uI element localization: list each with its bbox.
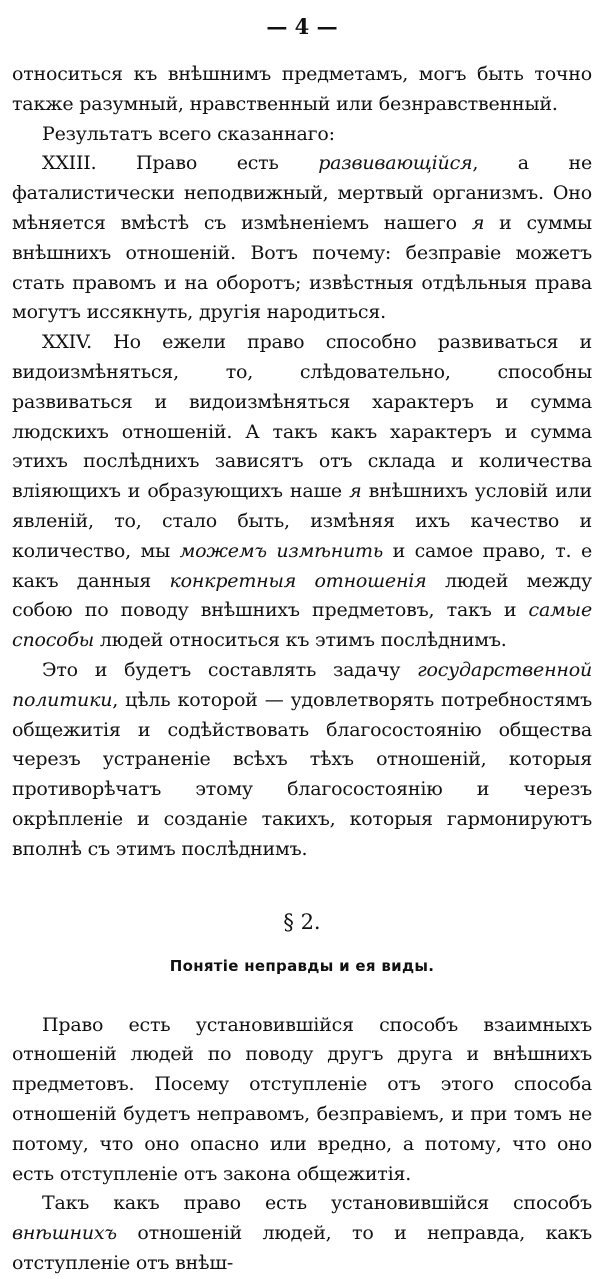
italic-run: государственной политики: [12, 658, 592, 711]
italic-run: развивающійся: [318, 152, 473, 175]
paragraph-4: [12, 328, 592, 656]
text-run: людей относиться къ этимъ послѣднимъ.: [94, 629, 507, 652]
paragraph-1: [12, 60, 592, 120]
italic-run: самые способы: [12, 599, 592, 652]
paragraph-2: [12, 120, 592, 150]
text-run: и суммы внѣшнихъ отношеній. Вотъ почему: безправіе можетъ стать правомъ и на оборотъ; извѣстныя отдѣльныя права могутъ иссякнуть, другія народиться.: [12, 211, 592, 324]
paragraph-7: [12, 1189, 592, 1278]
text-run: относиться къ внѣшнимъ предметамъ, могъ быть точно также разумный, нравственный или безнравственный.: [12, 63, 592, 115]
text-run: людей между собою по поводу внѣшнихъ предметовъ, такъ и: [12, 569, 592, 622]
paragraph-5: [12, 656, 592, 865]
text-run: Это и будетъ составлять задачу: [42, 658, 418, 681]
paragraph-6: [12, 1011, 592, 1190]
text-run: Результатъ всего сказаннаго:: [42, 122, 335, 145]
italic-run: внѣшнихъ: [12, 1222, 117, 1245]
section-title: Понятіе неправды и ея виды.: [169, 956, 435, 975]
italic-run: можемъ измѣнить: [179, 539, 384, 562]
text-run: XXIV. Но ежели право способно развиваться и видоизмѣняться, то, слѣдовательно, способны развиваться и видоизмѣняться характеръ и сумма людскихъ отношеній. А такъ какъ характеръ и сумма этихъ послѣднихъ зависятъ отъ склада и количества вліяющихъ и образующихъ наше: [12, 331, 592, 503]
text-run: Такъ какъ право есть установившійся способъ: [42, 1192, 592, 1215]
italic-run: я: [471, 211, 485, 234]
text-run: , а не фаталистически неподвижный, мертвый организмъ. Оно мѣняется вмѣстѣ съ измѣненіемъ нашего: [12, 152, 592, 234]
text-run: отношеній людей, то и неправда, какъ отступленіе отъ внѣш-: [12, 1222, 592, 1274]
text-block-main: [12, 60, 592, 865]
section-mark: § 2.: [283, 909, 321, 934]
italic-run: конкретныя отношенія: [169, 569, 427, 592]
page-number: — 4 —: [266, 14, 338, 39]
text-run: , цѣль которой — удовлетворять потребностямъ общежитія и содѣйствовать благосостоянію общества черезъ устраненіе всѣхъ тѣхъ отношеній, которыя противорѣчатъ этому благосостоянію и черезъ окрѣпленіе и созданіе такихъ, которыя гармонируютъ вполнѣ съ этимъ послѣднимъ.: [12, 688, 592, 860]
italic-run: я: [349, 480, 362, 503]
text-run: внѣшнихъ условій или явленій, то, стало быть, измѣняя ихъ качество и количество, мы: [12, 480, 592, 562]
paragraph-3: [12, 149, 592, 328]
text-run: Право есть установившійся способъ взаимныхъ отношеній людей по поводу другъ друга и внѣшнихъ предметовъ. Посему отступленіе отъ этого способа отношеній будетъ неправомъ, безправіемъ, и при томъ не потому, что оно опасно или вредно, а потому, что оно есть отступленіе отъ закона общежитія.: [12, 1013, 592, 1185]
text-block-section: [12, 1011, 592, 1279]
text-run: и самое право, т. е какъ данныя: [12, 539, 592, 592]
text-run: XXIII. Право есть: [42, 152, 319, 175]
